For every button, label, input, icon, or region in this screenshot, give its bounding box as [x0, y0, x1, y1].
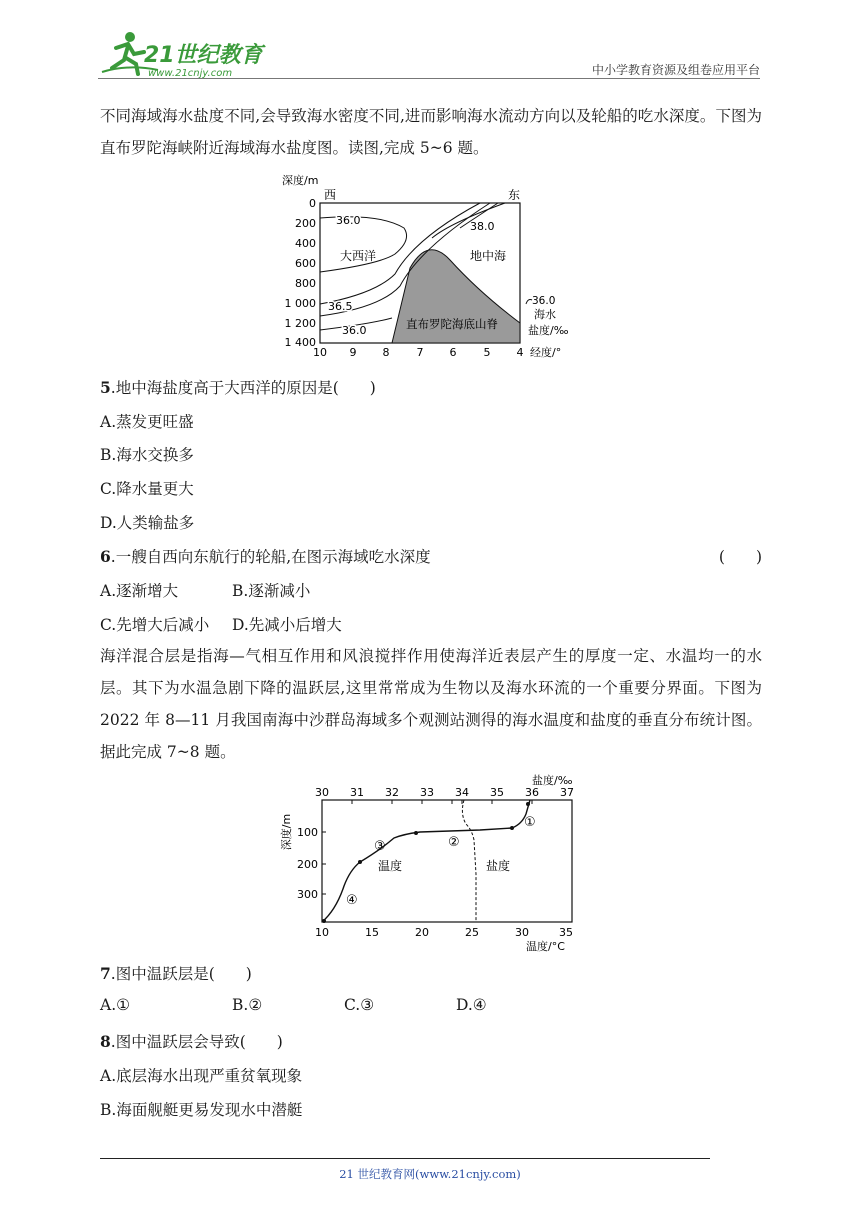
fig1-x-tick: 8	[382, 346, 390, 358]
fig1-y-tick: 1 200	[284, 317, 316, 330]
option-c[interactable]: C.③	[344, 996, 375, 1014]
fig2-depth-tick: 300	[297, 888, 318, 901]
fig1-y-tick: 800	[295, 277, 316, 290]
logo	[98, 28, 268, 80]
question-7	[100, 962, 252, 984]
fig1-y-ticks	[285, 197, 317, 349]
option-d[interactable]: D.④	[456, 996, 487, 1014]
question-5	[100, 376, 376, 398]
option-row	[100, 613, 342, 635]
option-b[interactable]: B.海面舰艇更易发现水中潜艇	[100, 1101, 303, 1119]
page-header	[98, 28, 760, 80]
option-b[interactable]: B.逐渐减小	[232, 582, 311, 600]
fig1-x-tick: 7	[416, 346, 424, 358]
header-platform-text: 中小学教育资源及组卷应用平台	[591, 63, 760, 77]
intro-paragraph-2: 海洋混合层是指海—气相互作用和风浪搅拌作用使海洋近表层产生的厚度一定、水温均一的水层。其下为水温急剧下降的温跃层,这里常常成为生物以及海水环流的一个重要分界面。下图为 2022 年 8—11 月我国南海中沙群岛海域多个观测站测得的海水温度和盐度的垂直分布统计图。据此完成 7~8 题。	[100, 647, 762, 761]
option-d[interactable]: D.先减小后增大	[232, 616, 342, 634]
fig2-sal-tick: 36	[525, 786, 539, 799]
option-a[interactable]: A.蒸发更旺盛	[100, 413, 194, 431]
fig2-sal-tick: 33	[420, 786, 434, 799]
fig1-legend-value: 36.0	[532, 295, 556, 307]
fig2-sal-tick: 35	[490, 786, 504, 799]
fig2-depth-title: 深度/m	[280, 813, 293, 851]
question-text: .地中海盐度高于大西洋的原因是( )	[110, 379, 376, 397]
fig1-x-ticks	[313, 346, 524, 358]
option-row	[100, 579, 310, 601]
fig2-temp-ticks	[315, 926, 573, 939]
fig1-x-tick: 10	[313, 346, 327, 358]
fig1-iso-label: 36.0	[342, 324, 367, 337]
fig1-y-title: 深度/m	[282, 174, 319, 187]
temperature-salinity-profile-figure	[280, 774, 600, 954]
fig2-marker-3: ③	[374, 839, 386, 854]
fig2-temp-tick: 25	[465, 926, 479, 939]
fig2-temp-tick: 35	[559, 926, 573, 939]
fig2-marker-2: ②	[448, 835, 460, 850]
fig2-sal-tick: 32	[385, 786, 399, 799]
fig1-atlantic-label: 大西洋	[340, 249, 377, 263]
fig1-y-tick: 600	[295, 257, 316, 270]
logo-url: www.21cnjy.com	[148, 68, 233, 79]
option-c[interactable]: C.降水量更大	[100, 480, 194, 498]
question-8	[100, 1030, 283, 1052]
fig1-y-tick: 1 000	[284, 297, 316, 310]
fig2-depth-ticks	[297, 826, 318, 901]
fig1-east-label: 东	[508, 188, 521, 202]
logo-text: 21世纪教育	[144, 43, 263, 68]
fig1-iso-label: 36.5	[328, 300, 353, 313]
question-6	[100, 545, 431, 567]
fig2-marker-4: ④	[346, 893, 358, 908]
option-c[interactable]: C.先增大后减小	[100, 616, 210, 634]
fig1-iso-label: 38.0	[470, 220, 495, 233]
fig2-temp-title: 温度/°C	[526, 940, 565, 953]
footer-divider	[100, 1158, 710, 1159]
question-number: 8	[100, 1032, 111, 1051]
fig1-y-tick: 400	[295, 237, 316, 250]
question-number: 5	[100, 378, 111, 397]
fig2-salinity-ticks	[315, 786, 574, 799]
fig2-sal-tick: 37	[560, 786, 574, 799]
fig1-y-tick: 0	[309, 197, 316, 210]
fig2-marker-1: ①	[524, 815, 536, 830]
fig2-sal-tick: 30	[315, 786, 329, 799]
header-divider	[98, 78, 760, 79]
fig2-temp-tick: 30	[515, 926, 529, 939]
answer-paren: ( )	[718, 548, 762, 566]
option-b[interactable]: B.海水交换多	[100, 446, 194, 464]
fig1-x-tick: 6	[449, 346, 457, 358]
fig1-legend-line1: 海水	[534, 308, 556, 321]
fig1-iso-label: 36.0	[336, 214, 361, 227]
question-text: .图中温跃层是( )	[110, 965, 252, 983]
option-d[interactable]: D.人类输盐多	[100, 514, 195, 532]
fig1-x-tick: 4	[516, 346, 524, 358]
question-text: .图中温跃层会导致( )	[110, 1033, 283, 1051]
fig2-temp-tick: 15	[365, 926, 379, 939]
fig1-x-tick: 9	[349, 346, 357, 358]
fig1-west-label: 西	[324, 188, 337, 202]
footer-text[interactable]: 21 世纪教育网(www.21cnjy.com)	[339, 1167, 521, 1181]
fig1-ridge-label: 直布罗陀海底山脊	[406, 317, 498, 331]
question-number: 6	[100, 547, 111, 566]
salinity-section-figure	[280, 168, 580, 358]
fig2-sal-tick: 31	[350, 786, 364, 799]
fig1-x-tick: 5	[483, 346, 491, 358]
option-a[interactable]: A.①	[100, 996, 131, 1014]
fig1-y-tick: 200	[295, 217, 316, 230]
fig1-mediterranean-label: 地中海	[470, 249, 507, 263]
fig2-temp-label: 温度	[378, 859, 403, 873]
fig2-temp-tick: 10	[315, 926, 329, 939]
option-a[interactable]: A.逐渐增大	[100, 582, 179, 600]
option-a[interactable]: A.底层海水出现严重贫氧现象	[100, 1067, 303, 1085]
option-b[interactable]: B.②	[232, 996, 263, 1014]
option-row	[100, 996, 487, 1014]
fig2-temp-tick: 20	[415, 926, 429, 939]
fig2-salinity-title: 盐度/‰	[532, 774, 573, 787]
question-number: 7	[100, 964, 111, 983]
fig2-sal-tick: 34	[455, 786, 469, 799]
fig1-y-tick: 1 400	[284, 336, 316, 349]
fig2-depth-tick: 100	[297, 826, 318, 839]
intro-paragraph-1: 不同海域海水盐度不同,会导致海水密度不同,进而影响海水流动方向以及轮船的吃水深度。下图为直布罗陀海峡附近海域海水盐度图。读图,完成 5~6 题。	[100, 107, 762, 157]
question-text: .一艘自西向东航行的轮船,在图示海域吃水深度	[110, 548, 431, 566]
fig2-depth-tick: 200	[297, 858, 318, 871]
fig1-x-title: 经度/°	[530, 346, 562, 358]
fig1-legend-line2: 盐度/‰	[528, 324, 569, 337]
fig2-salinity-label: 盐度	[486, 859, 511, 873]
